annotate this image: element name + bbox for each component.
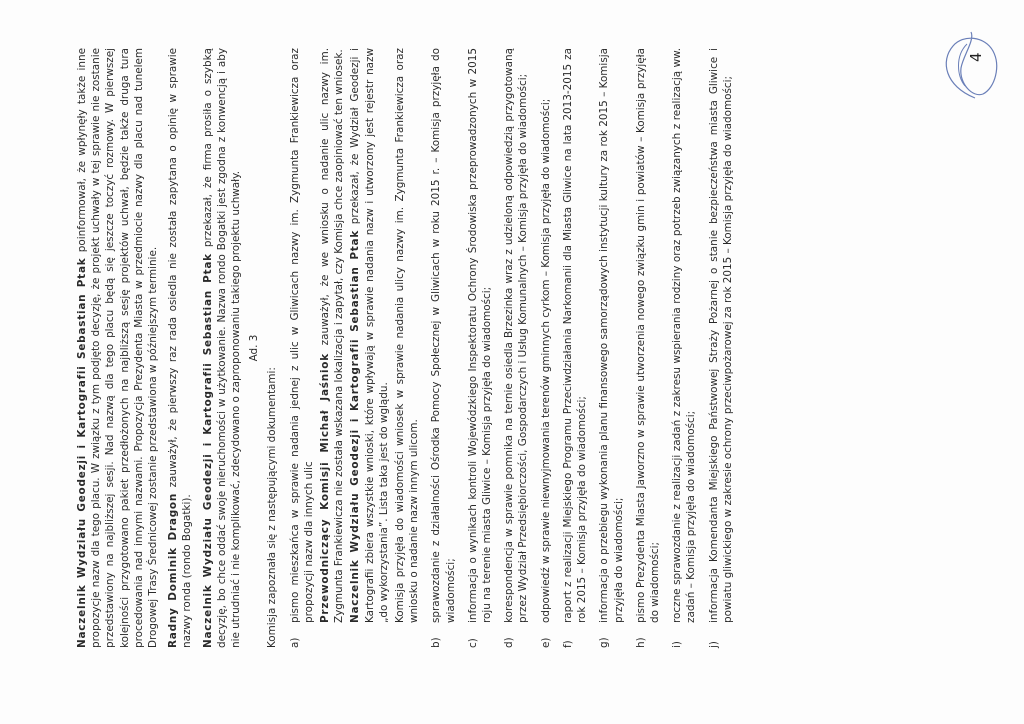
section-heading: Ad. 3 [248, 334, 261, 362]
list-item [597, 48, 625, 648]
list-marker: d) [503, 637, 516, 648]
list-item [561, 48, 589, 648]
list-item [707, 48, 735, 648]
list-marker: j) [707, 641, 720, 648]
list-marker: f) [561, 640, 574, 648]
list-item-text: roczne sprawozdanie z realizacji zadań z zakresu wspierania rodziny oraz potrzeb związanych z realizacją ww. zadań – Komisja przyjęła do wiadomości; [671, 48, 698, 623]
list-item [466, 48, 494, 648]
list-item-text: pismo mieszkańca w sprawie nadania jednej z ulic w Gliwicach nazwy im. Zygmunta Frankiewicza oraz propozycji nazw dla innych ulic [288, 48, 315, 623]
list-marker: b) [430, 637, 443, 648]
list-marker: c) [466, 638, 479, 648]
paragraph-text: przekazał, że Wydział Geodezji i Kartografii zbiera wszystkie wnioski, które wpływają w sprawie nadania nazw i utworzony jest rejestr nazw „do wykorzystania”. Lista taka jest do wglądu. [349, 48, 390, 623]
list-marker: i) [671, 641, 684, 648]
list-item-text: odpowiedź w sprawie niewnyjmowania terenów gminnych cyrkom – Komisja przyjęła do wiadomości; [539, 98, 552, 623]
insert-commission-note: Komisja przyjęła do wiadomości wniosek w sprawie nadania ulicy nazwy im. Zygmunta Frankiewicza oraz wniosku o nadanie nazw innym ulicom. [394, 48, 421, 623]
signature-scribble [946, 32, 996, 98]
speaker-name: Przewodniczący Komisji Michał Jaśniok [319, 353, 332, 623]
paragraph-text: przekazał, że firma prosiła o szybką decyzję, bo chce oddać swoje nieruchomości w użytkowanie. Nazwa rondo Bogatki jest zgodna z konwencją i aby nie utrudniać i nie komplikować, zdecydowano o zaproponowaniu takiego projektu uchwały. [201, 48, 243, 648]
documents-list [288, 48, 735, 648]
list-item-text: informacja o wynikach kontroli Wojewódzkiego Inspektoratu Ochrony Środowiska przeprowadzonych w 2015 roju na terenie miasta Gliwice – Komisja przyjęła do wiadomości; [466, 48, 494, 623]
list-marker: e) [539, 637, 552, 648]
list-item [429, 48, 457, 648]
speaker-name: Radny Dominik Dragon [167, 492, 180, 648]
list-item-text: pismo Prezydenta Miasta Jaworzno w sprawie utworzenia nowego związku gmin i powiatów – Komisja przyjęła do wiadomości; [634, 48, 661, 623]
handwritten-page-number [935, 26, 1005, 106]
list-item-text: korespondencja w sprawie pomnika na ternie osiedla Brzezinka wraz z udzieloną odpowiedzią przygotowaną przez Wydział Przedsiębiorczości, Gospodarczych i Usług Komunalnych – Komisja przyjęła do wiadomości; [503, 48, 530, 623]
paragraph-text: poinformował, że wpłynęły także inne propozycje nazw dla tego placu. W związku z tym podjęto decyzję, że projekt uchwały w tej sprawie nie zostanie przedstawiony na najbliższej sesji. Nad nazwą dla tego placu będą się jeszcze toczyć rozmowy. W pierwszej kolejności przygotowano pakiet przedłożonych na najbliższą sesję projektów uchwał, będzie także druga tura procedowania nad innymi nazwami. Propozycja Prezydenta Miasta w przedmiocie nazwy dla placu nad tunelem Drogowej Trasy Średnicowej zostanie przedstawiona w późniejszym terminie. [76, 48, 160, 648]
paragraph-text: zauważył, że pierwszy raz rada osiedla nie została zapytana o opinię w sprawie nazwy ronda (rondo Bogatki). [167, 48, 194, 648]
list-item-body [288, 48, 422, 623]
paragraph-ptak-1 [75, 48, 160, 648]
paragraph-ptak-2 [201, 48, 244, 648]
list-item [502, 48, 530, 648]
list-item-text: raport z realizacji Miejskiego Programu Przeciwdziałania Narkomanii dla Miasta Gliwice na lata 2013-2015 za rok 2015 – Komisja przyjęła do wiadomości; [561, 48, 589, 623]
list-item [634, 48, 662, 648]
section-intro: Komisja zapoznała się z następującymi dokumentami: [266, 367, 279, 648]
list-item-text: informacja o przebiegu wykonania planu finansowego samorządowych instytucji kultury za rok 2015 – Komisja przyjęła do wiadomości; [598, 48, 625, 623]
speaker-name: Naczelnik Wydziału Geodezji i Kartografii Sebastian Ptak [349, 229, 362, 623]
insert-jasniok [318, 48, 346, 623]
list-marker: a) [288, 637, 301, 648]
list-item [670, 48, 698, 648]
list-item [288, 48, 422, 648]
list-item-text: sprawozdanie z działalności Ośrodka Pomocy Społecznej w Gliwicach w roku 2015 r. – Komisja przyjęła do wiadomości; [430, 48, 457, 623]
list-marker: g) [598, 637, 611, 648]
paragraph-text: zauważył, że we wniosku o nadanie ulic nazwy im. Zygmunta Frankiewicza nie została wskazana lokalizacja i zapytał, czy Komisja chce zaopiniować ten wniosek. [319, 48, 346, 623]
insert-ptak [348, 48, 391, 623]
page-number: 4 [967, 52, 985, 62]
list-item-text: informacja Komendanta Miejskiego Państwowej Straży Pożarnej o stanie bezpieczeństwa miasta Gliwice i powiatu gliwickiego w zakresie ochrony przeciwpożarowej za rok 2015 – Komisja przyjęła do wiadomości; [707, 48, 734, 623]
list-marker: h) [634, 637, 647, 648]
document-body [75, 48, 735, 648]
speaker-name: Naczelnik Wydziału Geodezji i Kartografii Sebastian Ptak [76, 257, 88, 648]
paragraph-dragon [166, 48, 194, 648]
list-item [539, 48, 553, 648]
speaker-name: Naczelnik Wydziału Geodezji i Kartografii Sebastian Ptak [201, 253, 214, 648]
